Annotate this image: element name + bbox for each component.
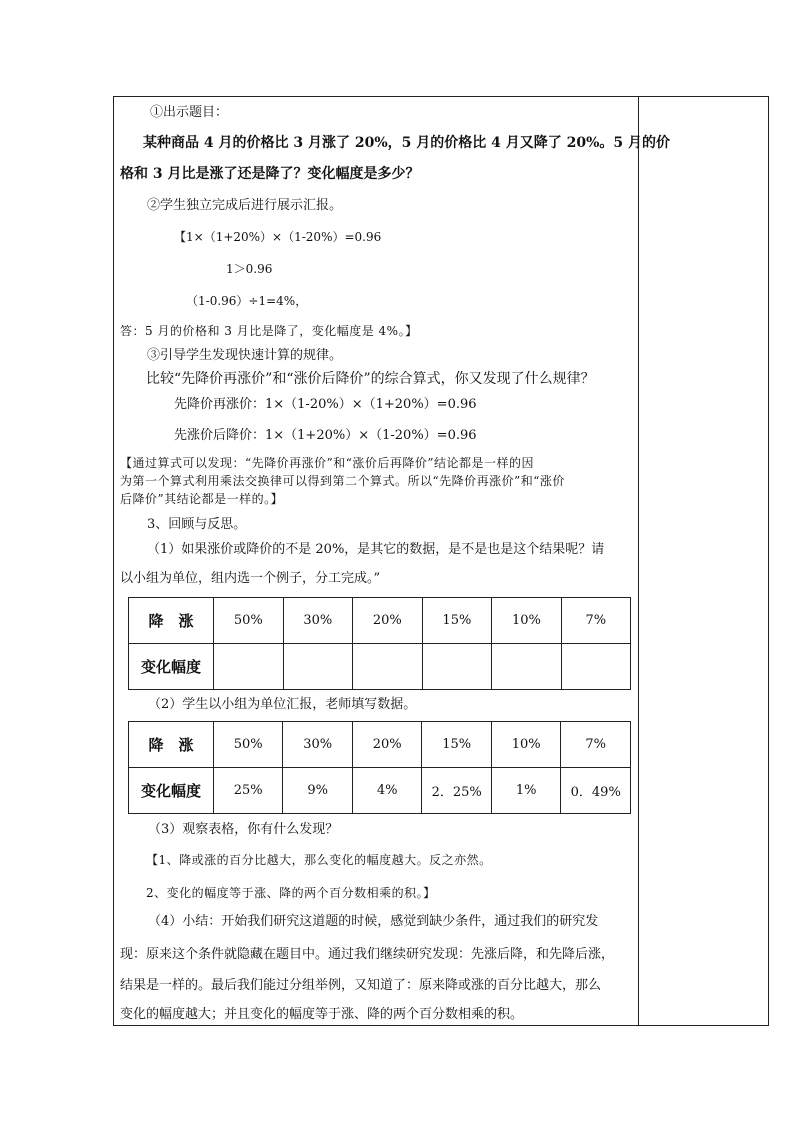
filled-data-table [128,721,631,814]
summary-line2: 现：原来这个条件就隐藏在题目中。通过我们继续研究发现：先涨后降，和先降后涨， [120,947,615,962]
change-cell: 0．49% [561,768,631,814]
percent-cell: 50% [213,722,283,768]
blank-cell [353,644,423,690]
change-cell: 25% [213,768,283,814]
change-cell: 4% [352,768,422,814]
notes-column-divider [638,96,639,1026]
question1-line2: 以小组为单位，组内选一个例子，分工完成。” [120,571,381,586]
row-header-percent: 降 涨 [129,722,214,768]
blank-cell [492,644,562,690]
table-row [129,644,631,690]
conclusion-line3: 后降价”其结论都是一样的。】 [120,492,284,506]
summary-line3: 结果是一样的。最后我们能过分组举例，又知道了：原来降或涨的百分比越大，那么 [120,978,602,993]
blank-cell [422,644,492,690]
blank-cell [283,644,353,690]
finding-line2: 2、变化的幅度等于涨、降的两个百分数相乘的积。】 [146,886,436,900]
row-header-change: 变化幅度 [129,644,214,690]
row-header-percent: 降 涨 [129,598,214,644]
percent-cell: 50% [214,598,284,644]
section3-heading: 3、回顾与反思。 [147,517,247,532]
calc-line1: 【1×（1+20%）×（1-20%）=0.96 [174,230,382,244]
problem-text-line1: 某种商品 4 月的价格比 3 月涨了 20%，5 月的价格比 4 月又降了 20%。5 月的价 [143,135,671,151]
conclusion-line1: 【通过算式可以发现：“先降价再涨价”和“涨价后再降价”结论都是一样的因 [120,456,535,470]
table-row [129,768,631,814]
percent-cell: 10% [492,598,562,644]
question3: （3）观察表格，你有什么发现？ [148,822,339,837]
change-cell: 9% [283,768,353,814]
answer-line: 答：5 月的价格和 3 月比是降了，变化幅度是 4%。】 [120,324,418,338]
percent-cell: 15% [422,598,492,644]
step1-title: ①出示题目： [150,105,229,120]
formula-up-down: 先涨价后降价：1×（1+20%）×（1-20%）=0.96 [174,428,477,443]
percent-cell: 7% [561,598,630,644]
question1-line1: （1）如果涨价或降价的不是 20%，是其它的数据，是不是也是这个结果呢？请 [147,542,605,557]
table-row [129,722,631,768]
row-header-change: 变化幅度 [129,768,214,814]
summary-line4: 变化的幅度越大；并且变化的幅度等于涨、降的两个百分数相乘的积。 [120,1007,524,1022]
finding-line1: 【1、降或涨的百分比越大，那么变化的幅度越大。反之亦然。 [146,853,492,867]
calc-line2: 1＞0.96 [226,262,273,276]
percent-cell: 10% [491,722,561,768]
percent-cell: 7% [561,722,631,768]
percent-cell: 30% [283,598,353,644]
table-row [129,598,631,644]
percent-cell: 20% [352,722,422,768]
step2-title: ②学生独立完成后进行展示汇报。 [147,198,343,213]
conclusion-line2: 为第一个算式利用乘法交换律可以得到第二个算式。所以“先降价再涨价”和“涨价 [120,474,565,488]
change-cell: 2．25% [422,768,492,814]
step3-title: ③引导学生发现快速计算的规律。 [147,348,343,363]
change-cell: 1% [491,768,561,814]
blank-data-table [128,597,631,690]
percent-cell: 15% [422,722,492,768]
compare-question: 比较“先降价再涨价”和“涨价后降价”的综合算式，你又发现了什么规律？ [146,371,595,387]
percent-cell: 20% [353,598,423,644]
problem-text-line2: 格和 3 月比是涨了还是降了？变化幅度是多少？ [120,166,420,182]
formula-down-up: 先降价再涨价：1×（1-20%）×（1+20%）=0.96 [174,397,477,412]
percent-cell: 30% [283,722,353,768]
summary-line1: （4）小结：开始我们研究这道题的时候，感觉到缺少条件，通过我们的研究发 [148,914,599,929]
calc-line3: （1-0.96）÷1=4%， [186,294,308,308]
question2: （2）学生以小组为单位汇报，老师填写数据。 [148,697,417,712]
blank-cell [561,644,630,690]
blank-cell [214,644,284,690]
